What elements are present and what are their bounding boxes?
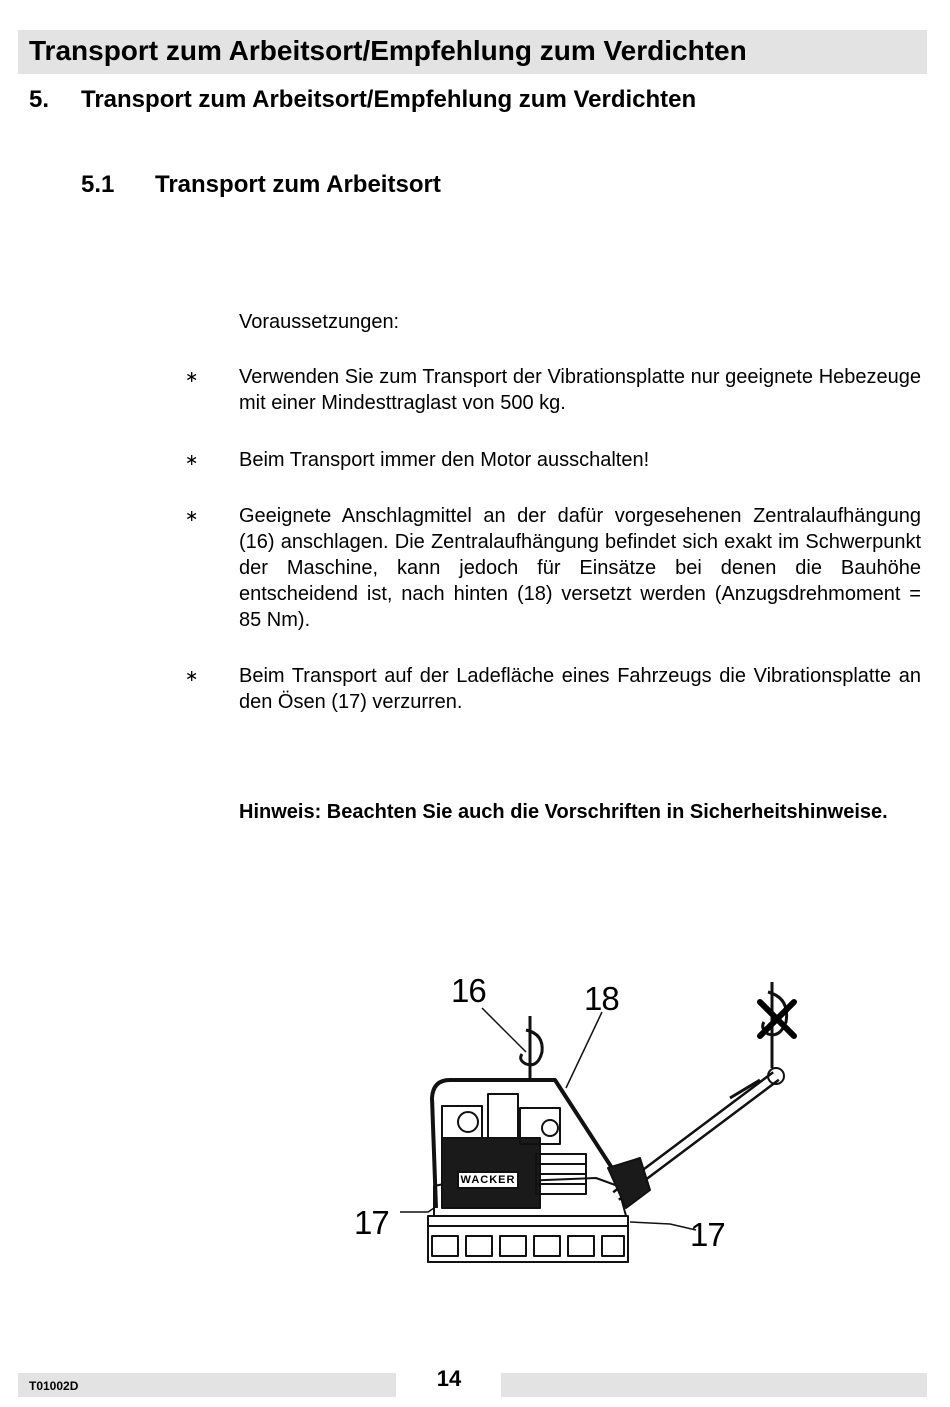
bullet-item: Beim Transport immer den Motor ausschalten! (239, 449, 650, 471)
label-eye-right: 17 (690, 1216, 725, 1253)
prerequisites-label: Voraussetzungen: (239, 311, 400, 333)
bullet-item: Beim Transport auf der Ladefläche eines Fahrzeugs die Vibrationsplatte an den Ösen (17) verzurren. (239, 665, 921, 713)
bullet-item: Geeignete Anschlagmittel an der dafür vorgesehenen Zentralaufhängung (16) anschlagen. Die Zentralaufhängung befindet sich exakt im Schwerpunkt der Maschine, kann jedoch für Einsätze bei denen die Bauhöhe entscheidend ist, nach hinten (18) versetzt werden (Anzugsdrehmoment = 85 Nm). (239, 505, 921, 631)
bullet-marker: ∗ (185, 506, 199, 525)
section-title: Transport zum Arbeitsort/Empfehlung zum Verdichten (81, 86, 697, 113)
wrong-mark-text (810, 970, 811, 971)
section-number: 5. (29, 86, 50, 113)
safety-note: Hinweis: Beachten Sie auch die Vorschriften in Sicherheitshinweise. (239, 801, 888, 823)
page-number: 14 (436, 1366, 462, 1391)
document-code: T01002D (29, 1379, 79, 1393)
label-rear-position: 18 (584, 980, 619, 1017)
footer-band-right (501, 1373, 927, 1397)
brand-plate-text: WACKER (460, 1174, 516, 1186)
label-central-hook: 16 (451, 972, 486, 1009)
machine-transport-figure (340, 968, 840, 1278)
label-eye-left: 17 (354, 1204, 389, 1241)
bullet-marker: ∗ (185, 450, 199, 469)
subsection-number: 5.1 (81, 171, 115, 198)
wrong-position-cross (760, 1002, 794, 1036)
bullet-item: Verwenden Sie zum Transport der Vibrationsplatte nur geeignete Hebezeuge mit einer Mindesttraglast von 500 kg. (239, 366, 921, 414)
bullet-marker: ∗ (185, 666, 199, 685)
bullet-marker: ∗ (185, 367, 199, 386)
subsection-title: Transport zum Arbeitsort (155, 171, 441, 198)
page-header-title: Transport zum Arbeitsort/Empfehlung zum Verdichten (29, 35, 747, 66)
